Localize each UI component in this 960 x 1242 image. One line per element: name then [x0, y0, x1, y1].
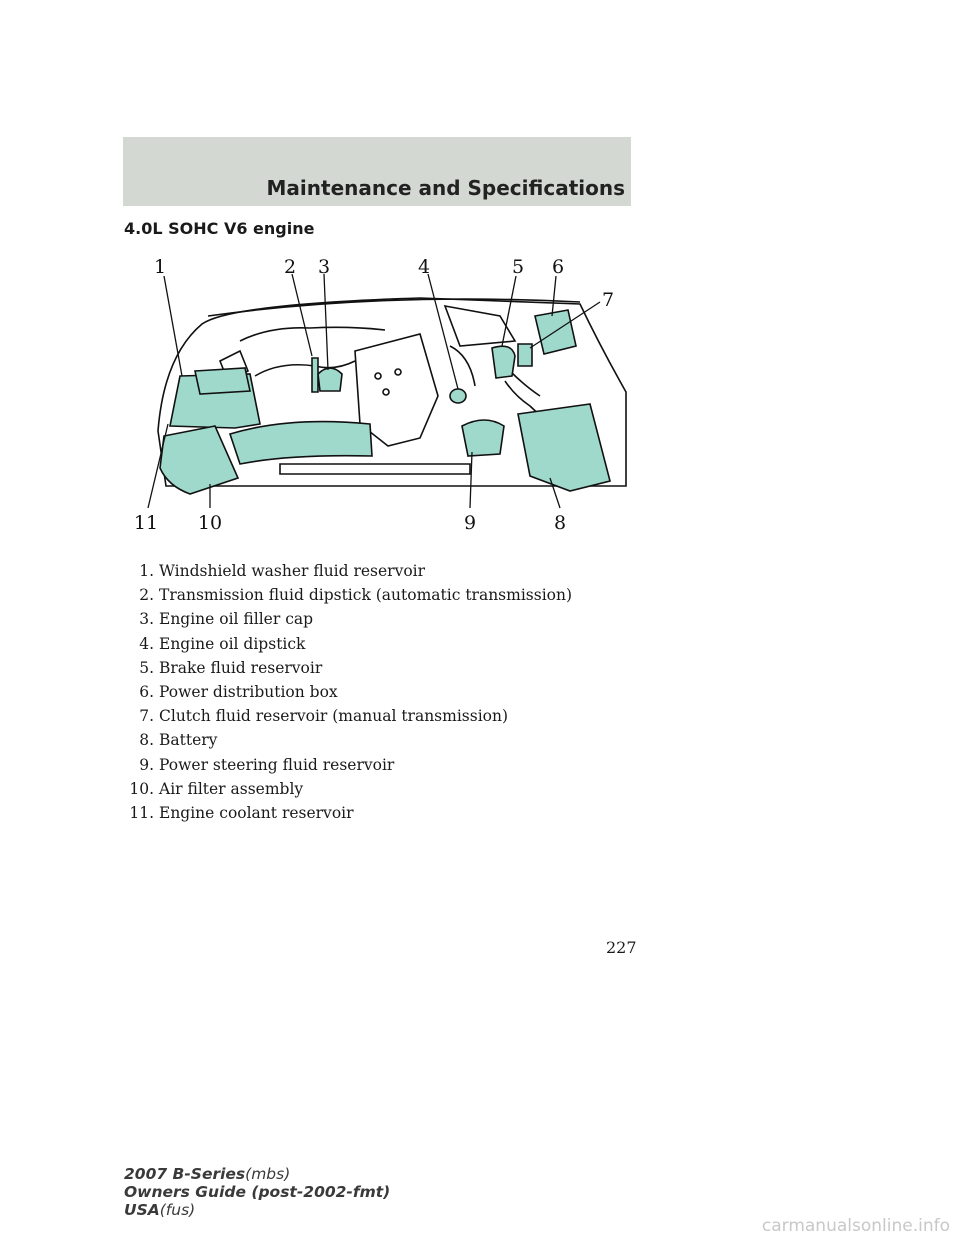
brake-reservoir-shape — [492, 346, 515, 378]
list-item: 8. Battery — [139, 731, 218, 750]
section-title: 4.0L SOHC V6 engine — [124, 219, 315, 238]
callout-6: 6 — [551, 256, 565, 278]
cover-bolt — [383, 389, 389, 395]
hose — [240, 327, 385, 341]
engine-compartment-diagram — [120, 246, 640, 546]
list-item: 11. Engine coolant reservoir — [129, 803, 354, 822]
watermark: carmanualsonline.info — [761, 1216, 950, 1236]
intake-duct-shape — [230, 422, 372, 464]
list-item: 5. Brake fluid reservoir — [139, 658, 323, 677]
list-item: 1. Windshield washer fluid reservoir — [139, 562, 426, 580]
callout-3: 3 — [317, 256, 331, 278]
footer-market: USA — [124, 1201, 160, 1219]
list-item: 9. Power steering fluid reservoir — [139, 755, 395, 774]
oil-dipstick-ring-shape — [450, 389, 466, 403]
footer-model-code: (mbs) — [245, 1165, 291, 1183]
list-item: 10. Air filter assembly — [129, 779, 304, 798]
callout-8: 8 — [553, 512, 567, 534]
oil-filler-cap-shape — [318, 368, 342, 391]
document-footer — [124, 1165, 390, 1219]
list-item: 4. Engine oil dipstick — [139, 634, 306, 653]
list-item: 7. Clutch fluid reservoir (manual transmission) — [139, 707, 509, 726]
cover-bolt — [375, 373, 381, 379]
parts-list — [124, 559, 572, 825]
hose — [450, 346, 475, 386]
battery-shape — [518, 404, 610, 491]
radiator-bar — [280, 464, 470, 474]
dipstick-handle-shape — [312, 358, 318, 392]
air-filter-shape — [160, 426, 238, 494]
section-header-band — [123, 137, 631, 206]
strut — [445, 306, 515, 346]
callout-4: 4 — [417, 256, 431, 278]
callout-1: 1 — [153, 256, 167, 278]
page-number: 227 — [606, 938, 637, 957]
ps-reservoir-shape — [462, 420, 504, 456]
list-item: 3. Engine oil filler cap — [139, 610, 314, 629]
callout-2: 2 — [283, 256, 297, 278]
callout-10: 10 — [197, 512, 223, 534]
washer-reservoir-shape — [195, 368, 250, 394]
callout-11: 11 — [133, 512, 159, 534]
footer-model: 2007 B-Series — [124, 1165, 246, 1183]
callout-9: 9 — [463, 512, 477, 534]
callout-7: 7 — [601, 289, 615, 311]
list-item: 2. Transmission fluid dipstick (automatic transmission) — [139, 586, 573, 605]
cover-bolt — [395, 369, 401, 375]
footer-market-code: (fus) — [159, 1201, 196, 1219]
list-item: 6. Power distribution box — [139, 682, 338, 701]
footer-guide: Owners Guide (post-2002-fmt) — [124, 1183, 391, 1201]
callout-5: 5 — [511, 256, 525, 278]
header-title: Maintenance and Specifications — [266, 176, 625, 200]
